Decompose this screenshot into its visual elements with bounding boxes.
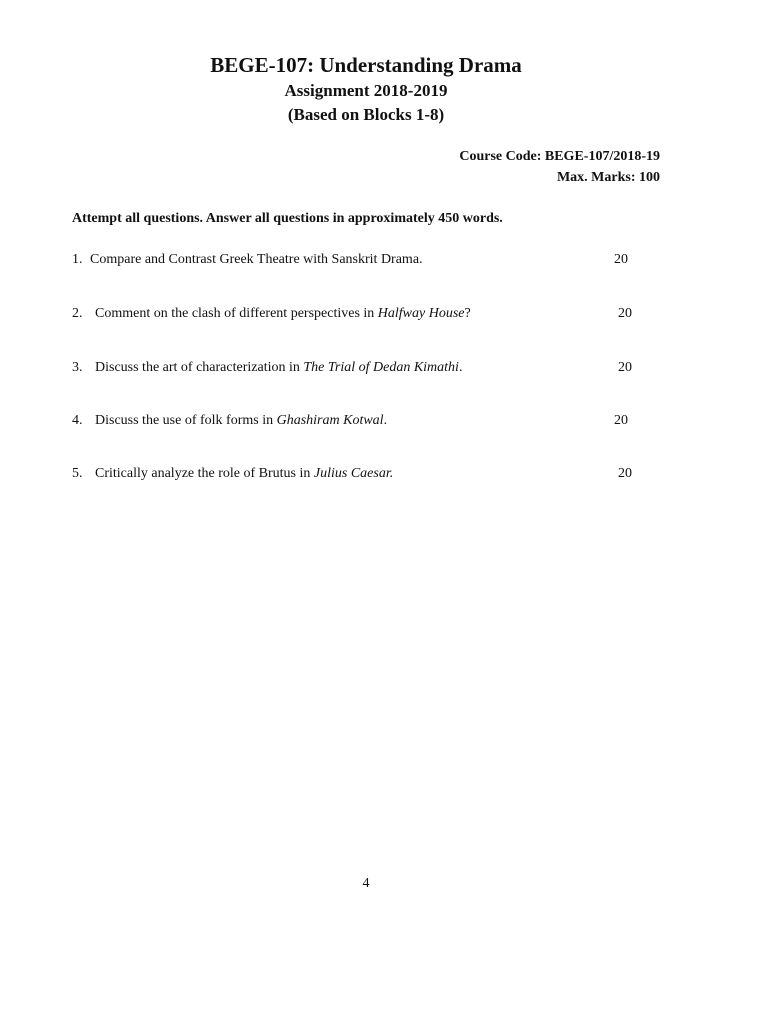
question-marks: 20 [618, 306, 632, 321]
question-3 [72, 360, 462, 376]
course-code: Course Code: BEGE-107/2018-19 [459, 149, 660, 164]
question-number: 3. [72, 360, 83, 375]
question-5 [72, 466, 393, 482]
question-marks: 20 [614, 413, 628, 428]
question-marks: 20 [614, 252, 628, 267]
question-1 [72, 252, 423, 268]
question-title: The Trial of Dedan Kimathi [303, 360, 459, 375]
question-text: Critically analyze the role of Brutus in [95, 466, 314, 481]
question-title: Julius Caesar. [313, 466, 394, 481]
blocks-note: (Based on Blocks 1-8) [287, 105, 445, 124]
question-text: Compare and Contrast Greek Theatre with Sanskrit Drama. [90, 252, 423, 267]
document-title: BEGE-107: Understanding Drama [210, 53, 522, 77]
assignment-year: Assignment 2018-2019 [284, 81, 448, 100]
question-suffix: . [383, 413, 388, 428]
question-4 [72, 413, 387, 429]
instructions: Attempt all questions. Answer all questions in approximately 450 words. [72, 211, 503, 226]
question-number: 2. [72, 306, 83, 321]
question-title: Ghashiram Kotwal [276, 413, 384, 428]
question-suffix: ? [464, 306, 471, 321]
question-marks: 20 [618, 360, 632, 375]
question-text: Discuss the art of characterization in [95, 360, 304, 375]
page-number: 4 [362, 876, 370, 891]
question-2 [72, 306, 471, 322]
question-number: 4. [72, 413, 83, 428]
max-marks: Max. Marks: 100 [556, 170, 660, 185]
question-text: Comment on the clash of different perspectives in [95, 306, 378, 321]
question-text: Discuss the use of folk forms in [95, 413, 277, 428]
question-title: Halfway House [377, 306, 465, 321]
question-number: 1. [72, 252, 83, 267]
question-number: 5. [72, 466, 83, 481]
question-suffix: . [458, 360, 463, 375]
question-marks: 20 [618, 466, 632, 481]
